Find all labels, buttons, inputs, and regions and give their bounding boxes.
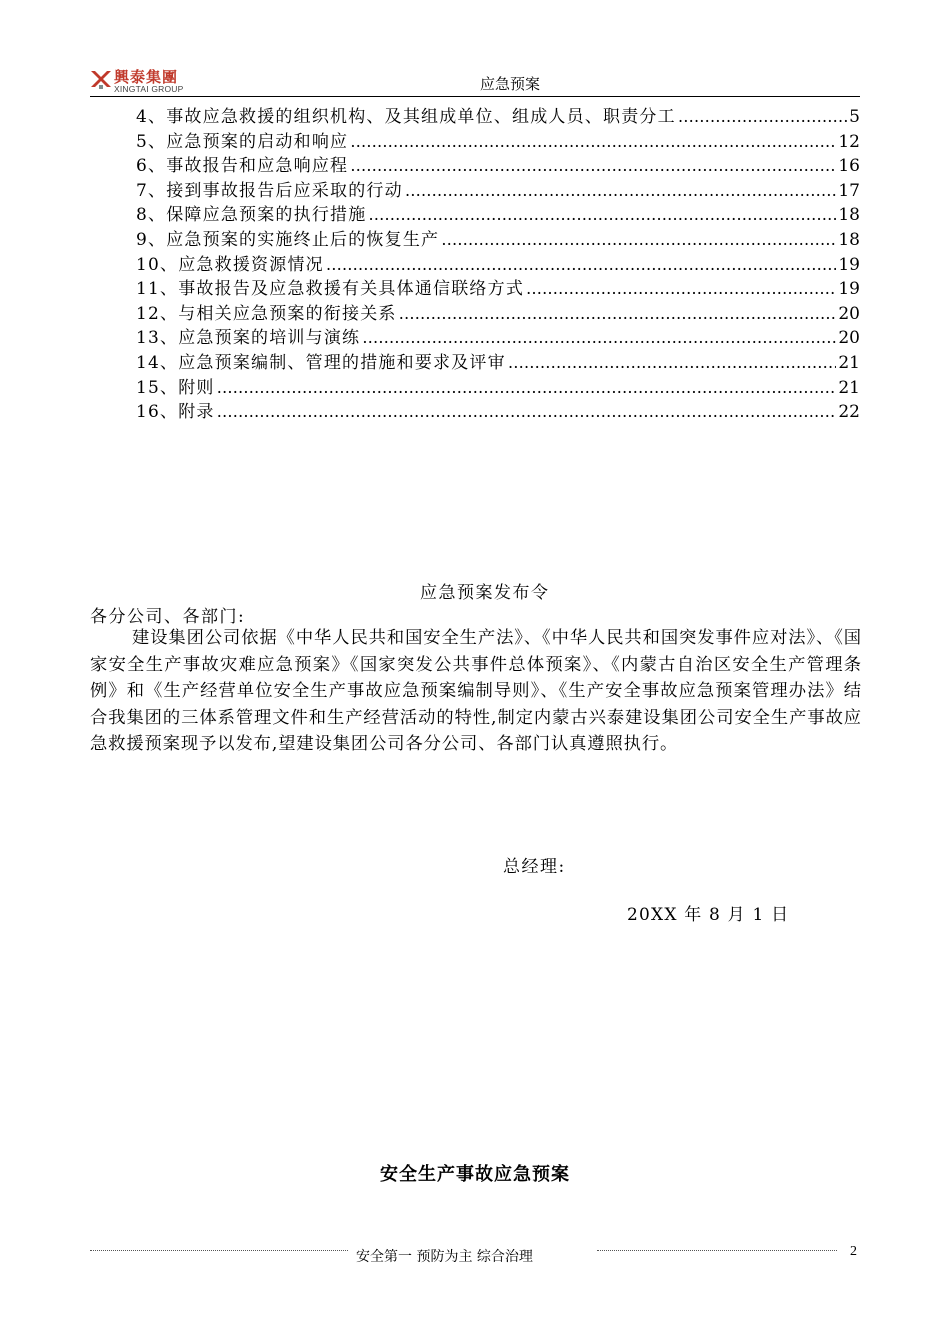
- toc-entry-label: 8、保障应急预案的执行措施: [136, 205, 367, 226]
- page-number: 2: [850, 1244, 857, 1259]
- toc-entry[interactable]: [136, 376, 860, 401]
- toc-entry[interactable]: [136, 154, 860, 179]
- toc-entry[interactable]: [136, 326, 860, 351]
- toc-entry-page: 16: [838, 156, 860, 177]
- decree-salutation: 各分公司、各部门:: [90, 607, 246, 627]
- toc-entry-label: 10、应急救援资源情况: [136, 254, 324, 275]
- toc-entry-page: 21: [838, 377, 860, 398]
- decree-date: 20XX 年 8 月 1 日: [627, 905, 790, 925]
- toc-entry-label: 7、接到事故报告后应采取的行动: [136, 180, 403, 201]
- toc-entry-label: 15、附则: [136, 377, 215, 398]
- toc-entry-label: 11、事故报告及应急救援有关具体通信联络方式: [136, 279, 525, 300]
- toc-entry[interactable]: [136, 130, 860, 155]
- header-title: 应急预案: [480, 75, 541, 93]
- toc-entry-page: 22: [838, 402, 860, 423]
- toc-entry-page: 20: [838, 328, 860, 349]
- toc-entry-label: 13、应急预案的培训与演练: [136, 328, 361, 349]
- toc-entry-label: 5、应急预案的启动和响应: [136, 131, 349, 152]
- toc-entry-page: 19: [838, 279, 860, 300]
- footer-motto: 安全第一 预防为主 综合治理: [356, 1249, 533, 1265]
- plan-title: 安全生产事故应急预案: [380, 1164, 570, 1185]
- logo-mark-icon: [90, 68, 112, 90]
- toc-entry[interactable]: [136, 105, 860, 130]
- toc-leader-dots: [368, 203, 836, 228]
- toc-entry-page: 18: [838, 229, 860, 250]
- toc-leader-dots: [326, 253, 837, 278]
- decree-title: 应急预案发布令: [420, 583, 550, 603]
- toc-leader-dots: [217, 376, 837, 401]
- toc-leader-dots: [350, 154, 836, 179]
- toc-entry-label: 4、事故应急救援的组织机构、及其组成单位、组成人员、职责分工: [136, 107, 676, 127]
- toc-entry[interactable]: [136, 253, 860, 278]
- footer-divider-left: [90, 1250, 348, 1251]
- toc-leader-dots: [526, 277, 836, 302]
- toc-entry[interactable]: [136, 228, 860, 253]
- company-logo: [90, 66, 200, 96]
- toc-entry-page: 20: [838, 303, 860, 324]
- toc-leader-dots: [405, 179, 837, 204]
- manager-signature-label: 总经理:: [503, 857, 566, 877]
- toc-entry-label: 6、事故报告和应急响应程: [136, 156, 349, 177]
- toc-leader-dots: [217, 400, 837, 425]
- toc-entry[interactable]: [136, 203, 860, 228]
- toc-leader-dots: [362, 326, 836, 351]
- toc-entry-page: 17: [838, 180, 860, 201]
- toc-entry[interactable]: [136, 400, 860, 425]
- toc-leader-dots: [441, 228, 836, 253]
- toc-entry-page: 18: [838, 205, 860, 226]
- decree-body: 建设集团公司依据《中华人民共和国安全生产法》、《中华人民共和国突发事件应对法》、《国家安全生产事故灾难应急预案》《国家突发公共事件总体预案》、《内蒙古自治区安全生产管理条例》和《生产经营单位安全生产事故应急预案编制导则》、《生产安全事故应急预案管理办法》结合我集团的三体系管理文件和生产经营活动的特性,制定内蒙古兴泰建设集团公司安全生产事故应急救援预案现予以发布,望建设集团公司各分公司、各部门认真遵照执行。: [90, 628, 862, 754]
- toc-entry[interactable]: [136, 179, 860, 204]
- toc-leader-dots: [508, 351, 837, 376]
- toc-leader-dots: [678, 105, 847, 130]
- toc-entry[interactable]: [136, 277, 860, 302]
- toc-entry-label: 12、与相关应急预案的衔接关系: [136, 303, 397, 324]
- toc-entry[interactable]: [136, 351, 860, 376]
- toc-entry-page: 5: [849, 107, 860, 127]
- toc-entry-label: 16、附录: [136, 402, 215, 423]
- table-of-contents: [136, 105, 860, 425]
- logo-chinese-text: 興泰集團: [114, 68, 179, 86]
- toc-entry-page: 12: [838, 131, 860, 152]
- toc-entry-page: 19: [838, 254, 860, 275]
- toc-entry[interactable]: [136, 302, 860, 327]
- logo-english-text: XINGTAI GROUP: [114, 84, 184, 94]
- toc-entry-label: 9、应急预案的实施终止后的恢复生产: [136, 229, 440, 250]
- header-divider: [90, 96, 860, 97]
- footer-divider-right: [597, 1250, 837, 1251]
- toc-leader-dots: [399, 302, 837, 327]
- toc-entry-page: 21: [838, 352, 860, 373]
- toc-leader-dots: [350, 130, 836, 155]
- toc-entry-label: 14、应急预案编制、管理的措施和要求及评审: [136, 352, 506, 373]
